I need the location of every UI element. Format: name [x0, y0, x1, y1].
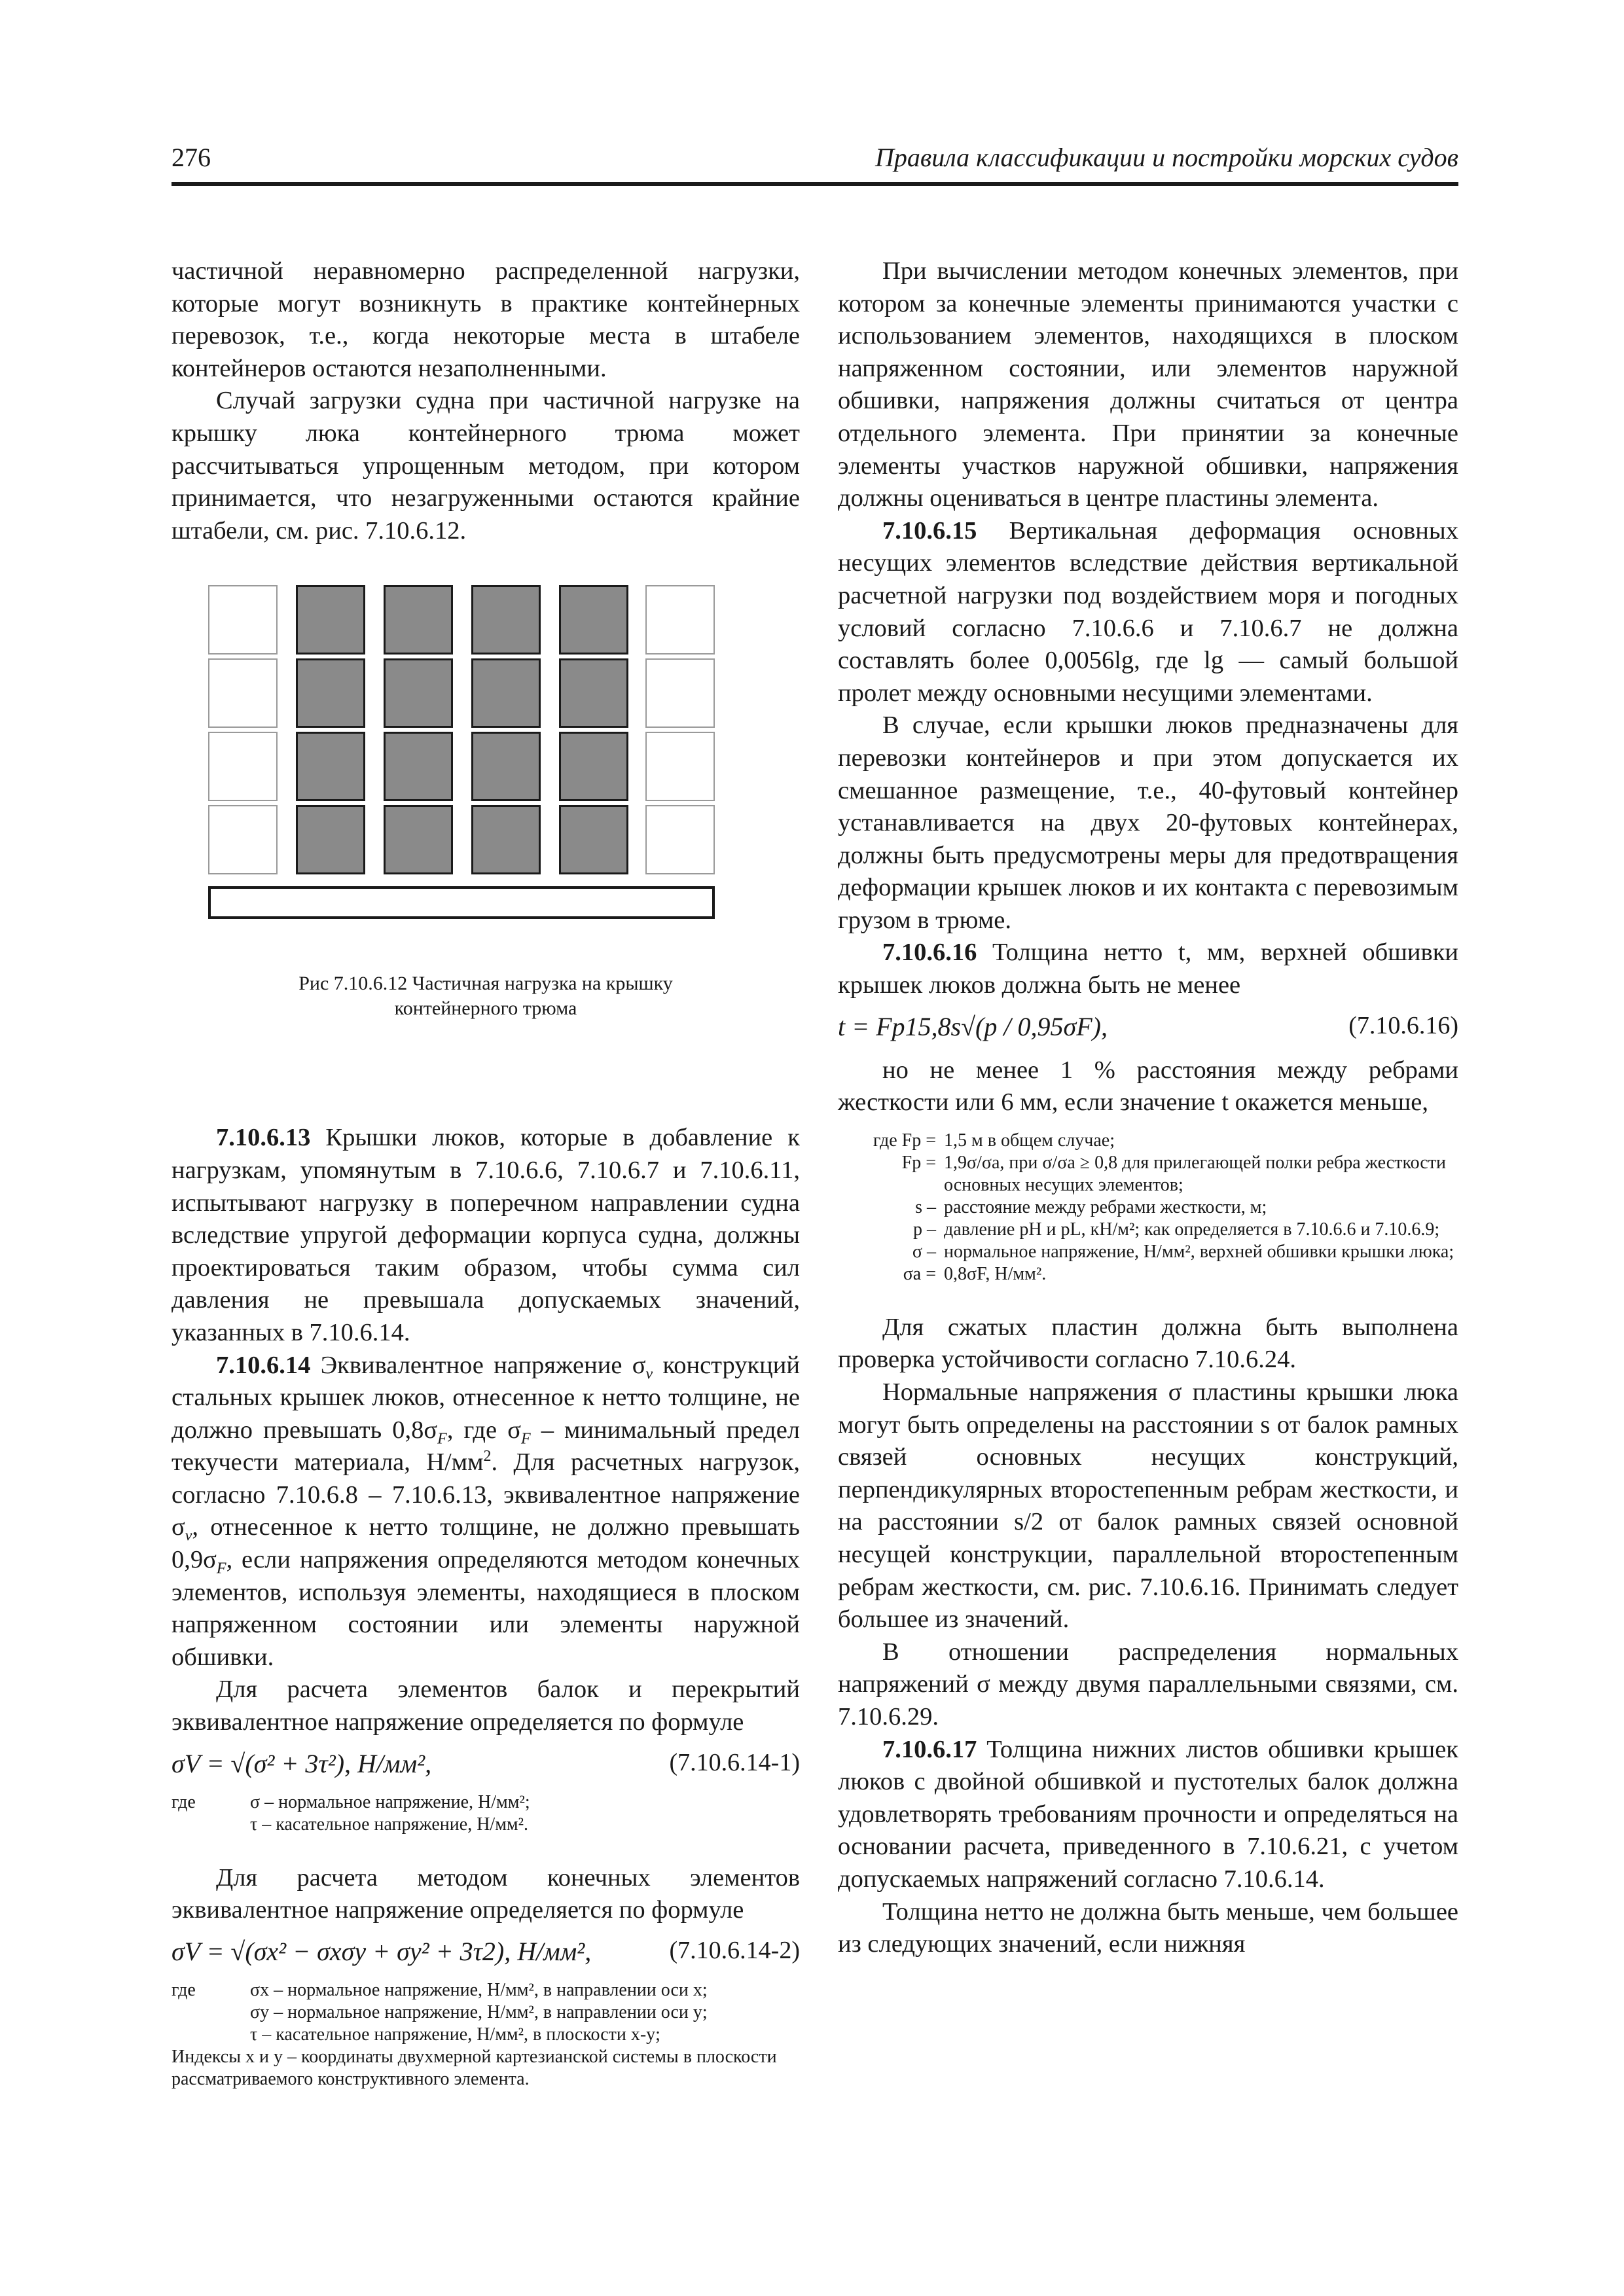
paragraph: Случай загрузки судна при частичной нагрузке на крышку люка контейнерного трюма может рассчитываться упрощенным методом, при котором принимается, что незагруженными остаются крайние штабели, см. рис. 7.10.6.12.	[171, 387, 800, 545]
container	[559, 658, 628, 728]
hatch-cover	[208, 886, 715, 919]
container	[296, 805, 365, 874]
container	[384, 658, 453, 728]
container	[559, 805, 628, 874]
legend-label: Fp =	[901, 1152, 936, 1173]
legend-item: 1,5 м в общем случае;	[944, 1130, 1115, 1151]
text-run: , где σ	[446, 1416, 521, 1444]
paragraph: Для сжатых пластин должна быть выполнена проверка устойчивости согласно 7.10.6.24.	[838, 1313, 1458, 1374]
where-label: где	[171, 1979, 196, 2000]
legend-label: σa =	[903, 1263, 936, 1284]
section-number: 7.10.6.16	[882, 939, 977, 967]
section-number: 7.10.6.15	[882, 516, 977, 545]
container-slot	[208, 732, 278, 801]
paragraph: В случае, если крышки люков предназначены для перевозки контейнеров и при этом допускается их смешанное размещение, т.е., 40-футовый контейнер устанавливается на двух 20-футовых контейнерах, должны быть предусмотрены меры для предотвращения деформации крышек люков и их контакта с перевозимым грузом в трюме.	[838, 711, 1458, 934]
paragraph: Толщина нетто не должна быть меньше, чем большее из следующих значений, если нижняя	[838, 1897, 1458, 1958]
legend-label: где Fp =	[873, 1130, 936, 1151]
formula-7-10-6-16	[838, 1002, 1458, 1054]
where-label: где	[171, 1791, 196, 1812]
container-stack-loaded	[296, 585, 365, 878]
container	[471, 805, 541, 874]
text-run: , отнесенное к нетто толщине, не должно превышать 0,9σ	[171, 1513, 800, 1574]
container	[384, 585, 453, 655]
legend-note: Индексы x и y – координаты двухмерной картезианской системы в плоскости рассматриваемого конструктивного элемента.	[171, 2046, 777, 2089]
legend-item: нормальное напряжение, Н/мм², верхней обшивки крышки люка;	[944, 1241, 1454, 1262]
paragraph: В отношении распределения нормальных напряжений σ между двумя параллельными связями, см. 7.10.6.29.	[838, 1638, 1458, 1731]
section-text: Толщина нетто t, мм, верхней обшивки крышек люков должна быть не менее	[838, 939, 1458, 999]
container-slot	[645, 585, 715, 655]
subscript: v	[185, 1528, 192, 1545]
legend-item: расстояние между ребрами жесткости, м;	[944, 1196, 1267, 1217]
container	[384, 805, 453, 874]
legend-label: p –	[913, 1219, 936, 1240]
container-stack-loaded	[471, 585, 541, 878]
legend-label: s –	[915, 1196, 936, 1217]
section-number: 7.10.6.13	[216, 1124, 311, 1152]
formula-legend	[171, 1979, 800, 2090]
text-run: – минимальный предел текучести материала, Н/мм	[171, 1416, 801, 1477]
container-slot	[645, 805, 715, 874]
container-stack-loaded	[384, 585, 453, 878]
subscript: F	[216, 1560, 226, 1577]
section-7-10-6-16	[838, 937, 1458, 1001]
formula-number: (7.10.6.16)	[1348, 1011, 1458, 1039]
formula-legend	[838, 1130, 1458, 1285]
section-7-10-6-14	[171, 1350, 800, 1674]
text-run: конструкций стальных крышек люков, отнесенное к нетто толщине, не должно превышать 0,8σ	[171, 1351, 800, 1444]
left-column	[171, 255, 800, 2090]
page-header	[171, 141, 1458, 186]
container-stack-empty	[208, 585, 278, 878]
formula-number: (7.10.6.14-2)	[669, 1936, 800, 1964]
container	[559, 732, 628, 801]
paragraph: Нормальные напряжения σ пластины крышки люка могут быть определены на расстоянии s от балок рамных связей основных несущих конструкций, перпендикулярных второстепенным ребрам жесткости, и на расстоянии s/2 от балок рамных связей основной несущей конструкции, параллельной второстепенным ребрам жесткости, см. рис. 7.10.6.16. Принимать следует большее из значений.	[838, 1378, 1458, 1634]
page-number: 276	[171, 143, 211, 172]
formula: σV = √(σ² + 3τ²), Н/мм²,	[171, 1748, 432, 1778]
subscript: F	[520, 1430, 531, 1448]
text-run: . Для расчетных нагрузок, согласно 7.10.6.8 – 7.10.6.13, эквивалентное напряжение σ	[171, 1448, 800, 1541]
figure-partial-load	[171, 585, 800, 1122]
section-text: Вертикальная деформация основных несущих элементов вследствие действия вертикальной расчетной нагрузки под воздействием моря и погодных условий согласно 7.10.6.6 и 7.10.6.7 не должна составлять более 0,0056lg, где lg — самый большой пролет между основными несущими элементами.	[838, 516, 1458, 707]
section-text: Крышки люков, которые в добавление к нагрузкам, упомянутым в 7.10.6.6, 7.10.6.7 и 7.10.6.11, испытывают нагрузку в поперечном направлении судна вследствие упругой деформации корпуса судна, должны проектироваться таким образом, чтобы сумма сил давления не превышала допускаемых значений, указанных в 7.10.6.14.	[171, 1124, 800, 1346]
section-text: Толщина нижних листов обшивки крышек люков с двойной обшивкой и пустотелых балок должна удовлетворять требованиям прочности и определяться на основании расчета, приведенного в 7.10.6.21, с учетом допускаемых напряжений согласно 7.10.6.14.	[838, 1735, 1458, 1893]
paragraph: но не менее 1 % расстояния между ребрами жесткости или 6 мм, если значение t окажется меньше,	[838, 1056, 1458, 1117]
paragraph: Для расчета элементов балок и перекрытий эквивалентное напряжение определяется по формуле	[171, 1676, 800, 1736]
legend-label: σ –	[912, 1241, 936, 1262]
caption-line: контейнерного трюма	[394, 997, 577, 1020]
container-slot	[208, 585, 278, 655]
container	[296, 658, 365, 728]
text-run: , если напряжения определяются методом конечных элементов, используя элементы, находящиеся в плоском напряженном состоянии или элементы наружной обшивки.	[171, 1546, 800, 1671]
section-7-10-6-15	[838, 515, 1458, 710]
formula-7-10-6-14-2	[171, 1927, 800, 1979]
running-title: Правила классификации и постройки морских судов	[875, 143, 1458, 172]
container-stack-loaded	[559, 585, 628, 878]
section-number: 7.10.6.17	[882, 1735, 977, 1763]
right-column	[838, 255, 1458, 1961]
legend-item: τ – касательное напряжение, Н/мм², в плоскости x-y;	[250, 2024, 660, 2045]
section-7-10-6-13	[171, 1122, 800, 1349]
formula-7-10-6-14-1	[171, 1739, 800, 1791]
container	[296, 732, 365, 801]
container-stack-empty	[645, 585, 715, 878]
section-number: 7.10.6.14	[216, 1351, 311, 1379]
legend-item: 0,8σF, Н/мм².	[944, 1263, 1047, 1284]
formula: t = Fp15,8s√(p / 0,95σF),	[838, 1011, 1108, 1041]
legend-item: σx – нормальное напряжение, Н/мм², в направлении оси x;	[250, 1979, 708, 2000]
formula-legend	[171, 1791, 800, 1836]
caption-line: Рис 7.10.6.12 Частичная нагрузка на крышку	[298, 973, 673, 995]
container-slot	[645, 732, 715, 801]
container	[296, 585, 365, 655]
container	[471, 732, 541, 801]
formula-number: (7.10.6.14-1)	[669, 1748, 800, 1776]
legend-item: τ – касательное напряжение, Н/мм².	[250, 1814, 529, 1835]
legend-item: давление pH и pL, кН/м²; как определяется в 7.10.6.6 и 7.10.6.9;	[944, 1219, 1440, 1240]
container	[471, 658, 541, 728]
container	[471, 585, 541, 655]
subscript: F	[437, 1430, 447, 1448]
text-run: Эквивалентное напряжение σ	[310, 1351, 646, 1379]
section-7-10-6-17	[838, 1734, 1458, 1896]
paragraph: Для расчета методом конечных элементов эквивалентное напряжение определяется по формуле	[171, 1863, 800, 1924]
figure-caption	[171, 971, 800, 1021]
superscript: 2	[483, 1448, 492, 1465]
container	[559, 585, 628, 655]
container-slot	[208, 805, 278, 874]
subscript: v	[645, 1365, 653, 1383]
container-slot	[645, 658, 715, 728]
formula: σV = √(σx² − σxσy + σy² + 3τ2), Н/мм²,	[171, 1936, 592, 1966]
paragraph: При вычислении методом конечных элементов, при котором за конечные элементы принимаются участки с использованием элементов, находящихся в плоском напряженном состоянии, или элементов наружной обшивки, напряжения должны считаться от центра отдельного элемента. При принятии за конечные элементы участков наружной обшивки, напряжения должны оцениваться в центре пластины элемента.	[838, 257, 1458, 512]
legend-item: σy – нормальное напряжение, Н/мм², в направлении оси y;	[250, 2001, 708, 2022]
legend-item: 1,9σ/σa, при σ/σa ≥ 0,8 для прилегающей полки ребра жесткости основных несущих элементов;	[944, 1152, 1446, 1195]
container	[384, 732, 453, 801]
paragraph: частичной неравномерно распределенной нагрузки, которые могут возникнуть в практике контейнерных перевозок, т.е., когда некоторые места в штабеле контейнеров остаются незаполненными.	[171, 257, 800, 382]
container-slot	[208, 658, 278, 728]
legend-item: σ – нормальное напряжение, Н/мм²;	[250, 1791, 530, 1812]
